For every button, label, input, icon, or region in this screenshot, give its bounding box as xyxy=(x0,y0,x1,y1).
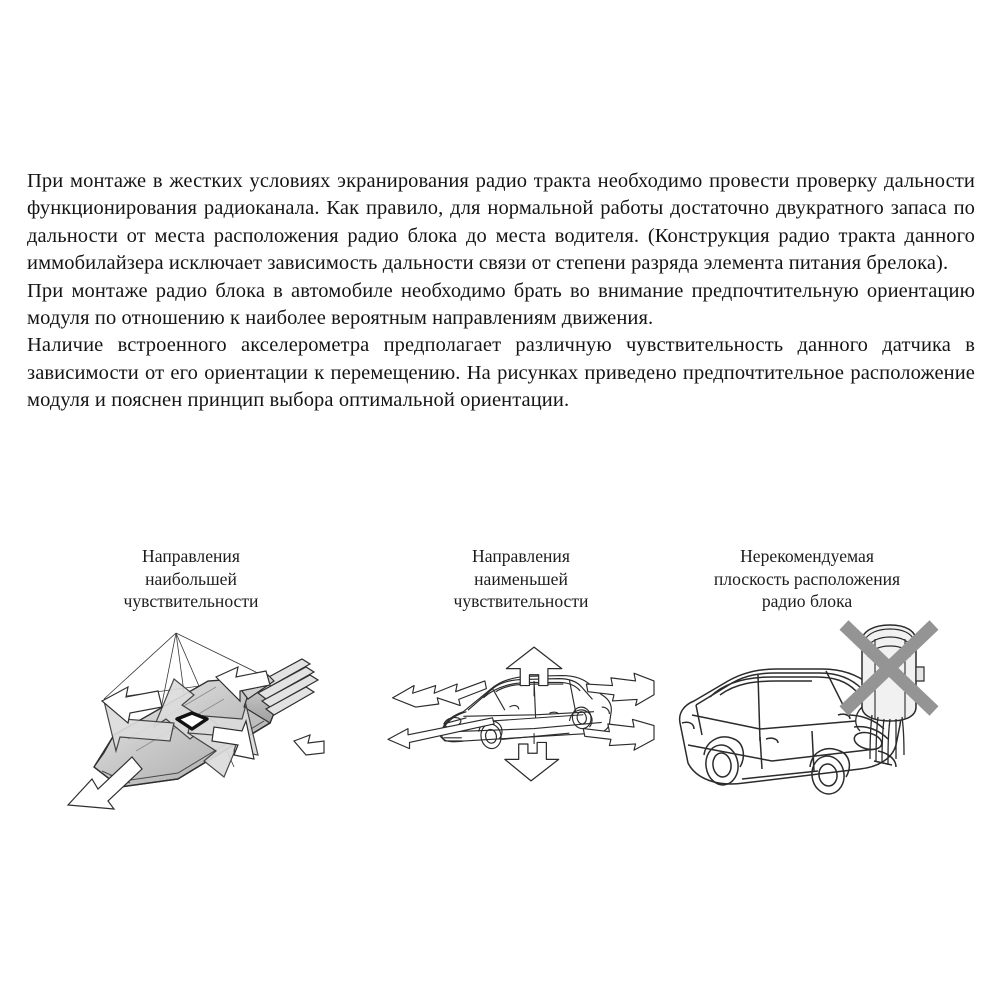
detached-arrow-fragment xyxy=(294,735,324,755)
figure-2-caption-line-3: чувствительности xyxy=(453,591,589,611)
arrow-right-middle xyxy=(583,719,654,750)
body-text-block xyxy=(27,168,975,415)
paragraph-3: Наличие встроенного акселерометра предполагает различную чувствительность данного датчика в зависимости от его ориентации к перемещению. На рисунках приведено предпочтительное расположение модуля и пояснен принцип выбора оптимальной ориентации. xyxy=(27,334,975,412)
figure-3-caption-line-3: радио блока xyxy=(761,591,853,611)
figure-2-caption xyxy=(388,545,654,613)
figure-1-caption-line-3: чувствительности xyxy=(123,591,259,611)
figure-2-illustration xyxy=(388,619,654,809)
car-crossed-module-svg xyxy=(662,619,952,809)
figure-1-illustration xyxy=(58,619,324,809)
figure-3-caption-line-2: плоскость расположения xyxy=(713,568,901,589)
figure-3-caption xyxy=(662,545,952,613)
figure-3-illustration xyxy=(662,619,952,809)
figure-1-caption-line-1: Направления xyxy=(142,546,240,566)
figure-least-sensitive-directions xyxy=(388,545,654,809)
arrow-left-upper xyxy=(393,680,487,706)
arrow-left-lower xyxy=(388,717,494,748)
radio-module-diagram-svg xyxy=(58,619,324,809)
arrow-down xyxy=(505,742,559,780)
figure-3-caption-line-1: Нерекомендуемая xyxy=(740,546,874,566)
paragraph-1: При монтаже в жестких условиях экранирования радио тракта необходимо провести проверку дальности функционирования радиоканала. Как правило, для нормальной работы достаточно двукратного запаса по дальности от места расположения радио блока до места водителя. (Конструкция радио тракта данного иммобилайзера исключает зависимость дальности связи от степени разряда элемента питания брелока). xyxy=(27,170,975,275)
figures-row xyxy=(0,545,1000,835)
paragraph-2: При монтаже радио блока в автомобиле необходимо брать во внимание предпочтительную ориентацию модуля по отношению к наиболее вероятным направлениям движения. xyxy=(27,279,975,330)
figure-1-caption-line-2: наибольшей xyxy=(145,568,237,589)
figure-not-recommended-orientation xyxy=(662,545,952,809)
figure-2-caption-line-2: наименьшей xyxy=(474,568,568,589)
car-outline xyxy=(440,675,611,750)
car-arrows-diagram-svg xyxy=(388,619,654,809)
figure-2-caption-line-1: Направления xyxy=(472,546,570,566)
arrow-right-upper xyxy=(586,673,654,705)
figure-1-caption xyxy=(58,545,324,613)
figure-most-sensitive-directions xyxy=(58,545,324,809)
